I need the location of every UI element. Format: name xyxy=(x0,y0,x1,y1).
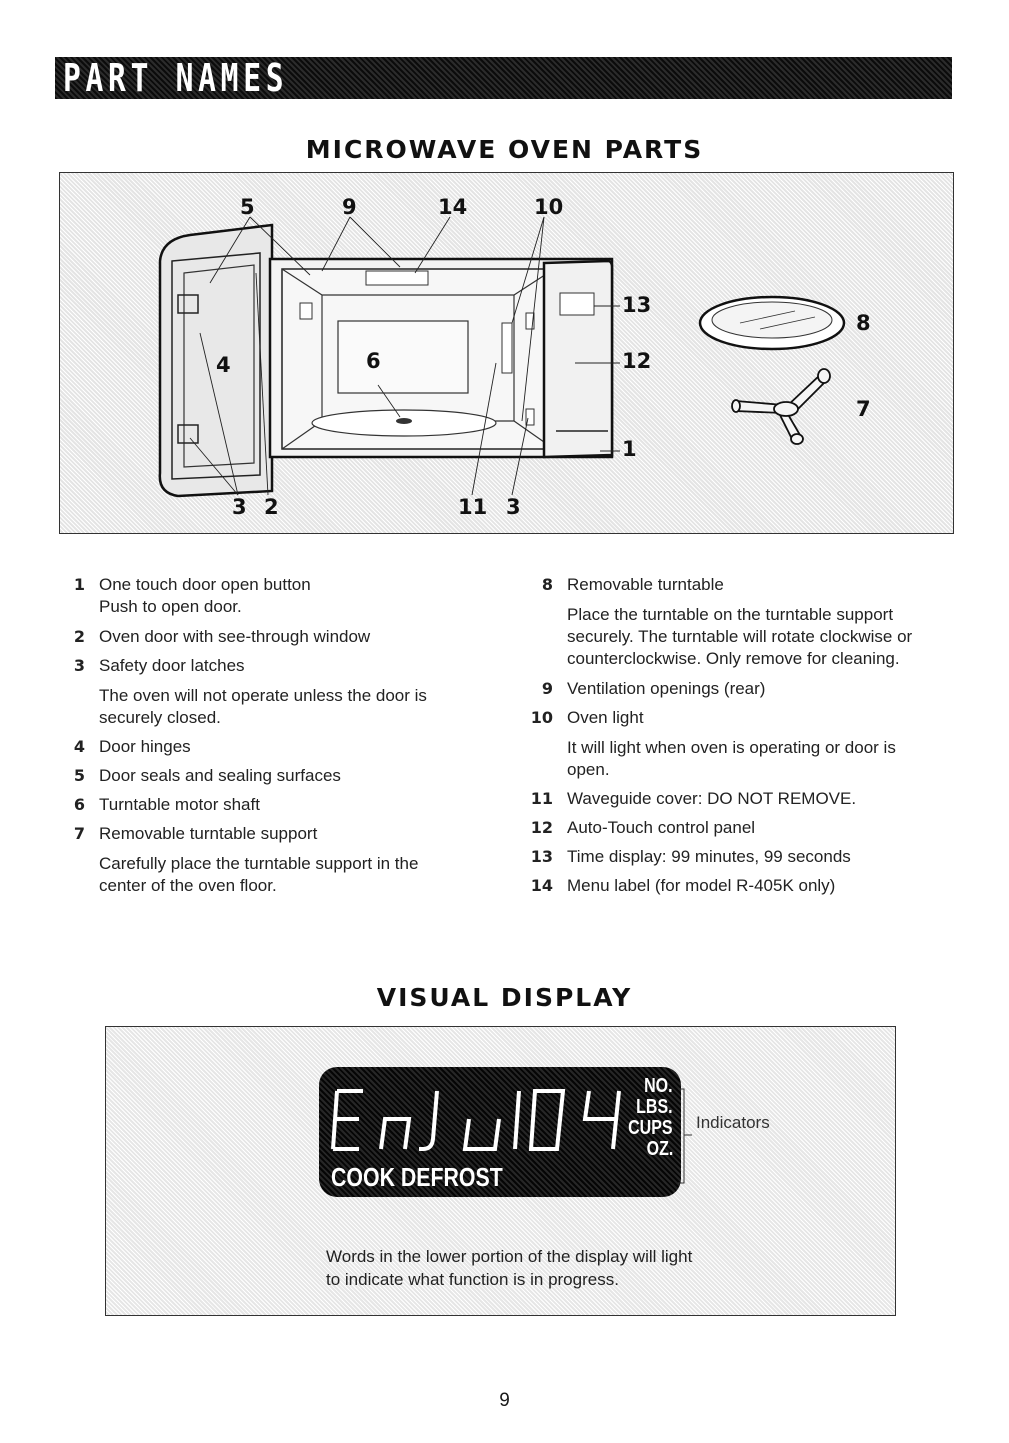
indicator-no: NO. xyxy=(644,1075,673,1097)
parts-section-title: MICROWAVE OVEN PARTS xyxy=(305,135,704,164)
part-number: 4 xyxy=(73,737,85,756)
page-header-banner xyxy=(55,57,952,99)
callout-5: 5 xyxy=(240,195,255,219)
part-name: Time display: 99 minutes, 99 seconds xyxy=(567,847,851,866)
part-name: Ventilation openings (rear) xyxy=(567,679,766,698)
display-note: Words in the lower portion of the display will light to indicate what function is in progress. xyxy=(326,1247,693,1289)
callout-4: 4 xyxy=(216,353,231,377)
callout-7: 7 xyxy=(856,397,871,421)
callout-9: 9 xyxy=(342,195,357,219)
callout-3-right: 3 xyxy=(506,495,521,519)
part-name: Turntable motor shaft xyxy=(99,795,260,814)
microwave-parts-figure xyxy=(59,172,954,534)
visual-display-figure xyxy=(105,1026,896,1316)
part-number: 2 xyxy=(73,627,85,646)
part-name: Waveguide cover: DO NOT REMOVE. xyxy=(567,789,857,808)
part-note: The oven will not operate unless the door is securely closed. xyxy=(99,686,427,727)
callout-14: 14 xyxy=(438,195,468,219)
indicator-bracket xyxy=(676,1087,706,1187)
part-number: 10 xyxy=(530,708,553,727)
lcd-mode-words: COOK DEFROST xyxy=(331,1162,503,1192)
part-name: Removable turntable support xyxy=(99,824,318,843)
callout-10: 10 xyxy=(534,195,564,219)
part-number: 13 xyxy=(530,847,553,866)
microwave-illustration xyxy=(60,173,955,535)
lcd-display xyxy=(319,1067,681,1197)
part-name: Oven door with see-through window xyxy=(99,627,371,646)
indicator-oz: OZ. xyxy=(646,1138,673,1160)
part-note: Place the turntable on the turntable support securely. The turntable will rotate clockwise or counterclockwise. Only remove for cleaning. xyxy=(567,605,913,668)
part-number: 5 xyxy=(73,766,85,785)
callout-8: 8 xyxy=(856,311,871,335)
part-note: Carefully place the turntable support in the center of the oven floor. xyxy=(99,854,419,895)
part-number: 9 xyxy=(541,679,553,698)
part-name: Door hinges xyxy=(99,737,191,756)
part-name: Safety door latches xyxy=(99,656,245,675)
page-number: 9 xyxy=(499,1390,510,1411)
indicator-cups: CUPS xyxy=(628,1117,673,1139)
page-title: PART NAMES xyxy=(63,56,289,100)
part-name: Menu label (for model R-405K only) xyxy=(567,876,836,895)
part-number: 14 xyxy=(530,876,553,895)
part-number: 1 xyxy=(73,575,85,594)
callout-13: 13 xyxy=(622,293,652,317)
part-name: Auto-Touch control panel xyxy=(567,818,756,837)
callout-1: 1 xyxy=(622,437,637,461)
part-number: 12 xyxy=(530,818,553,837)
part-note: Push to open door. xyxy=(99,597,242,616)
part-name: Door seals and sealing surfaces xyxy=(99,766,341,785)
callout-11: 11 xyxy=(458,495,488,519)
part-number: 11 xyxy=(530,789,553,808)
callout-12: 12 xyxy=(622,349,652,373)
part-number: 6 xyxy=(73,795,85,814)
part-number: 7 xyxy=(73,824,85,843)
part-note: It will light when oven is operating or door is open. xyxy=(567,738,896,779)
part-number: 3 xyxy=(73,656,85,675)
callout-6: 6 xyxy=(366,349,381,373)
indicators-label: Indicators xyxy=(696,1113,770,1132)
callout-2: 2 xyxy=(264,495,279,519)
part-number: 8 xyxy=(541,575,553,594)
display-section-title: VISUAL DISPLAY xyxy=(376,983,633,1012)
callout-3-left: 3 xyxy=(232,495,247,519)
part-name: One touch door open button xyxy=(99,575,311,594)
part-name: Oven light xyxy=(567,708,644,727)
part-name: Removable turntable xyxy=(567,575,724,594)
indicator-lbs: LBS. xyxy=(636,1096,673,1118)
